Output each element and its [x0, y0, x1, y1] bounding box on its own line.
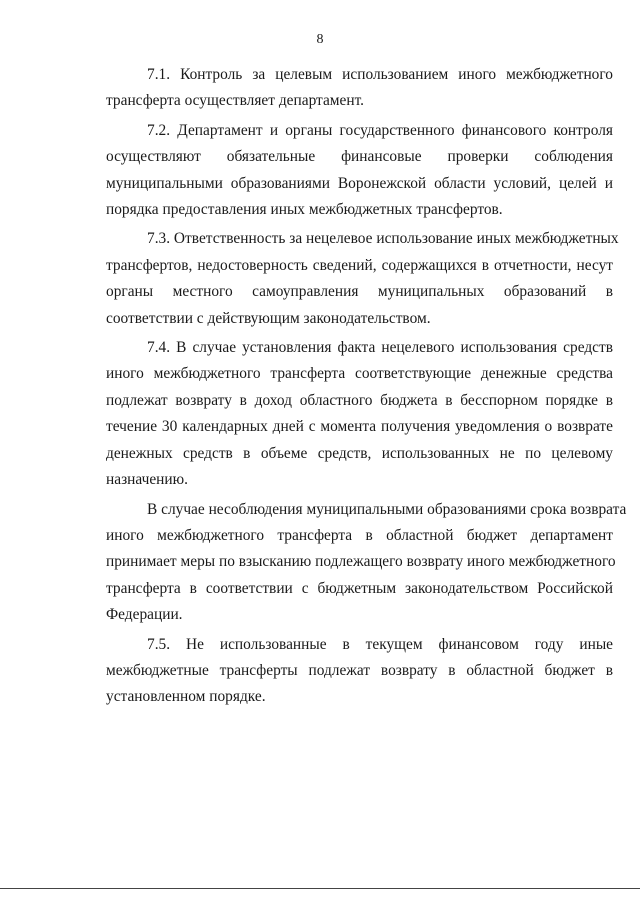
text-line: течение 30 календарных дней с момента получения уведомления о возврате [106, 418, 613, 436]
paragraph-7-4-continued [106, 497, 627, 629]
text-line: принимает меры по взысканию подлежащего возврату иного межбюджетного [106, 553, 616, 571]
document-body [106, 62, 627, 714]
text-line: установленном порядке. [106, 688, 266, 706]
text-line: иного межбюджетного трансферта в областной бюджет департамент [106, 526, 613, 544]
paragraph-7-2 [106, 118, 613, 224]
text-line: соответствии с действующим законодательством. [106, 309, 431, 327]
text-line: денежных средств в объеме средств, использованных не по целевому [106, 444, 613, 462]
text-line: 7.5. Не использованные в текущем финансовом году иные [147, 635, 613, 653]
text-line: межбюджетные трансферты подлежат возврату в областной бюджет в [106, 661, 613, 679]
text-line: Федерации. [106, 606, 183, 624]
text-line: 7.3. Ответственность за нецелевое использование иных межбюджетных [147, 230, 619, 248]
text-line: трансферта осуществляет департамент. [106, 92, 365, 110]
text-line: 7.2. Департамент и органы государственного финансового контроля [147, 121, 613, 139]
text-line: 7.1. Контроль за целевым использованием иного межбюджетного [147, 66, 613, 83]
text-line: иного межбюджетного трансферта соответствующие денежные средства [106, 365, 613, 383]
page-number: 8 [316, 32, 324, 47]
paragraph-7-1 [106, 62, 613, 115]
paragraph-7-4 [106, 335, 613, 493]
text-line: трансфертов, недостоверность сведений, содержащихся в отчетности, несут [106, 256, 613, 274]
text-line: муниципальными образованиями Воронежской области условий, целей и [106, 174, 613, 192]
text-line: трансферта в соответствии с бюджетным законодательством Российской [106, 579, 613, 597]
page-bottom-rule [0, 888, 640, 889]
text-line: подлежат возврату в доход областного бюджета в бесспорном порядке в [106, 391, 613, 409]
paragraph-7-3 [106, 226, 619, 332]
text-line: 7.4. В случае установления факта нецелевого использования средств [147, 339, 613, 357]
text-line: порядка предоставления иных межбюджетных трансфертов. [106, 201, 503, 219]
text-line: органы местного самоуправления муниципальных образований в [106, 283, 613, 301]
paragraph-7-5 [106, 632, 613, 711]
text-line: осуществляют обязательные финансовые проверки соблюдения [106, 148, 613, 166]
text-line: назначению. [106, 471, 188, 489]
text-line: В случае несоблюдения муниципальными образованиями срока возврата [147, 500, 627, 518]
